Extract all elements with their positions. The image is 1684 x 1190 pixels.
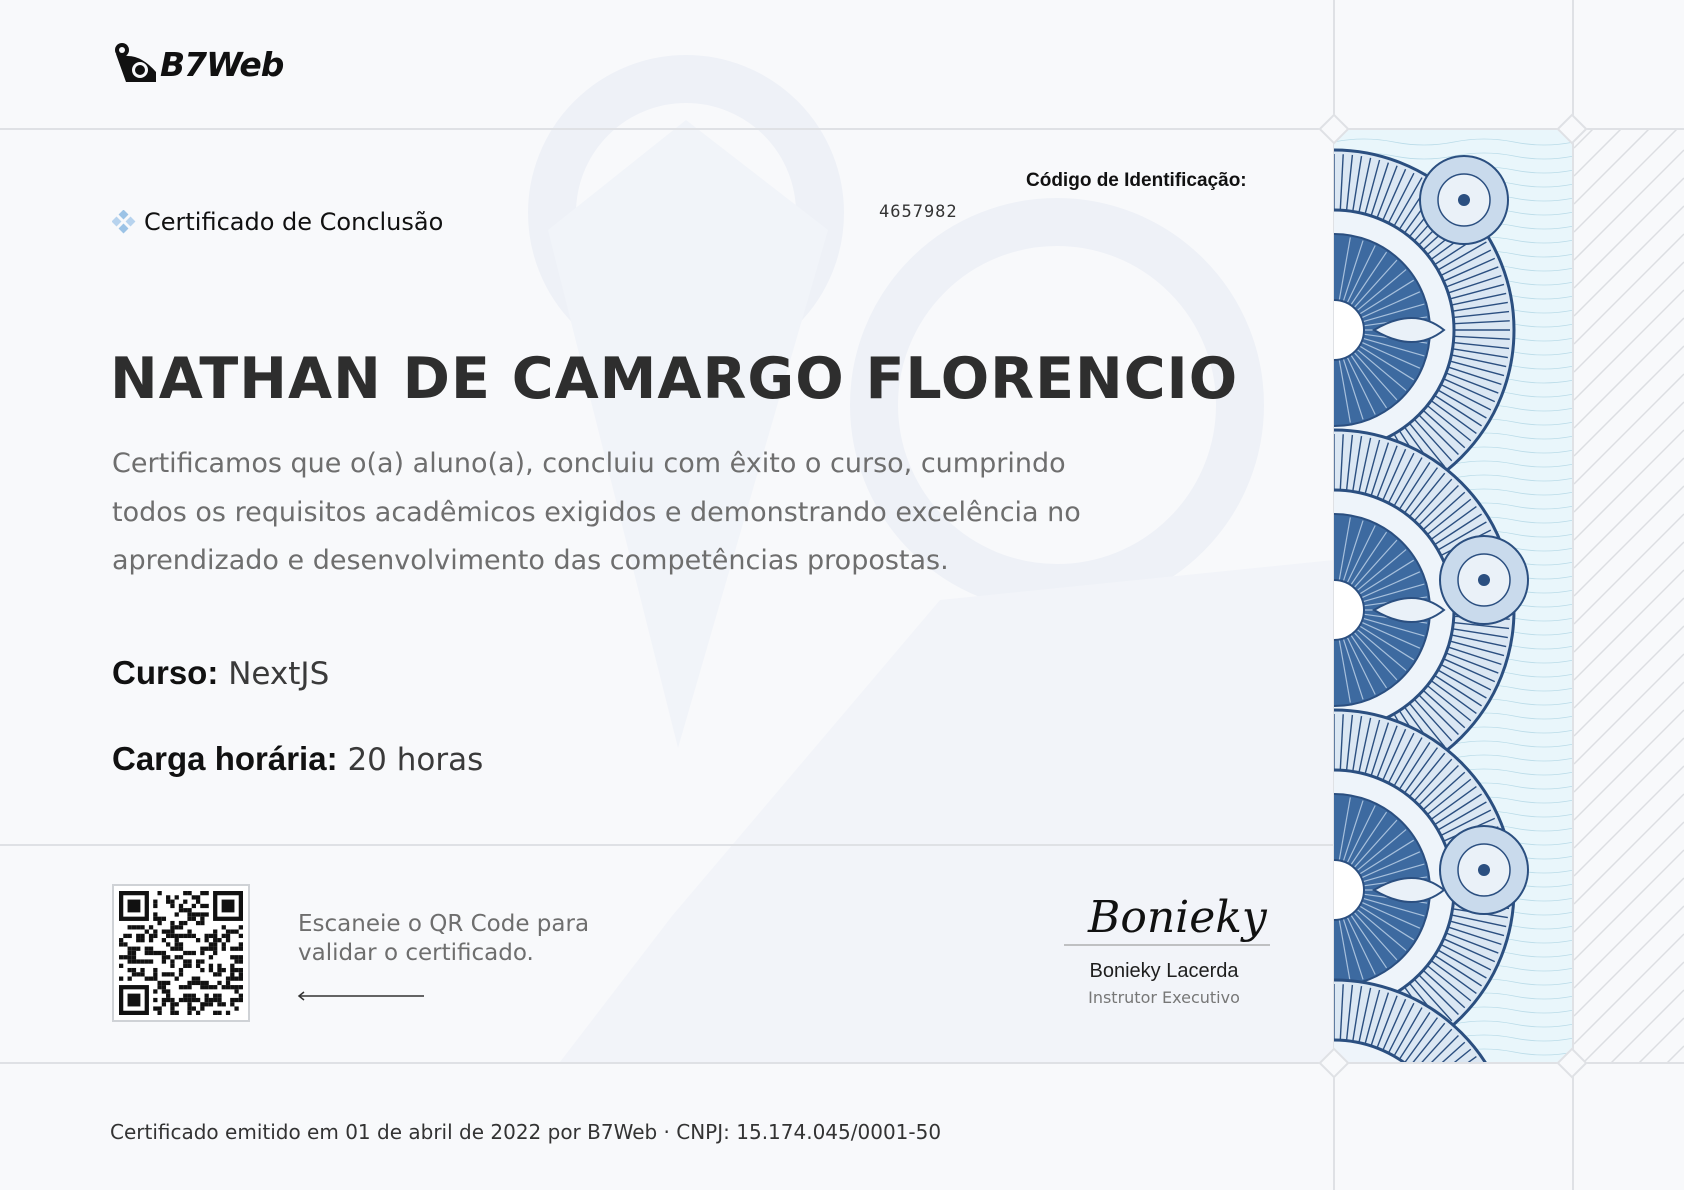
qr-code[interactable] bbox=[112, 884, 250, 1022]
hours-value: 20 horas bbox=[347, 742, 484, 778]
student-name: NATHAN DE CAMARGO FLORENCIO bbox=[110, 346, 1239, 412]
b7web-logo bbox=[112, 40, 283, 88]
mandala-ornament bbox=[1334, 130, 1572, 1062]
signature bbox=[1058, 888, 1280, 958]
hours-label: Carga horária: bbox=[112, 740, 338, 777]
course-value: NextJS bbox=[228, 656, 330, 692]
identification-code-value: 4657982 bbox=[879, 202, 958, 222]
footer-divider bbox=[0, 1062, 1684, 1064]
body-divider bbox=[0, 844, 1334, 846]
certificate-description: Certificamos que o(a) aluno(a), concluiu com êxito o curso, cumprindo todos os requisitos acadêmicos exigidos e demonstrando excelência no aprendizado e desenvolvimento das competências propostas. bbox=[112, 448, 1081, 576]
certificate-title-text: Certificado de Conclusão bbox=[144, 208, 444, 236]
hatched-strip bbox=[1574, 130, 1684, 1062]
logo-text: B7Web bbox=[160, 44, 284, 84]
course-label: Curso: bbox=[112, 654, 219, 691]
logo-mark-icon bbox=[112, 42, 158, 86]
diamond-icon bbox=[112, 210, 136, 234]
scan-line-1: Escaneie o QR Code para bbox=[298, 911, 590, 937]
arrow-left-icon bbox=[296, 990, 426, 1002]
hours-row bbox=[112, 740, 483, 778]
hatch-pattern bbox=[1574, 130, 1684, 1062]
footer-issue-info: Certificado emitido em 01 de abril de 2022 por B7Web · CNPJ: 15.174.045/0001-50 bbox=[110, 1120, 942, 1144]
handwritten-signature bbox=[1058, 888, 1280, 954]
identification-code-label: Código de Identificação: bbox=[1026, 170, 1247, 191]
signer-name: Bonieky Lacerda bbox=[1089, 960, 1239, 982]
scan-instructions bbox=[298, 910, 589, 968]
scan-line-2: validar o certificado. bbox=[298, 940, 534, 966]
signer-role: Instrutor Executivo bbox=[1088, 988, 1240, 1007]
course-row bbox=[112, 654, 329, 692]
certificate-title bbox=[112, 208, 443, 236]
qr-code-icon bbox=[119, 891, 243, 1015]
svg-text:Bonieky: Bonieky bbox=[1088, 892, 1267, 943]
mandala-panel bbox=[1334, 130, 1572, 1062]
